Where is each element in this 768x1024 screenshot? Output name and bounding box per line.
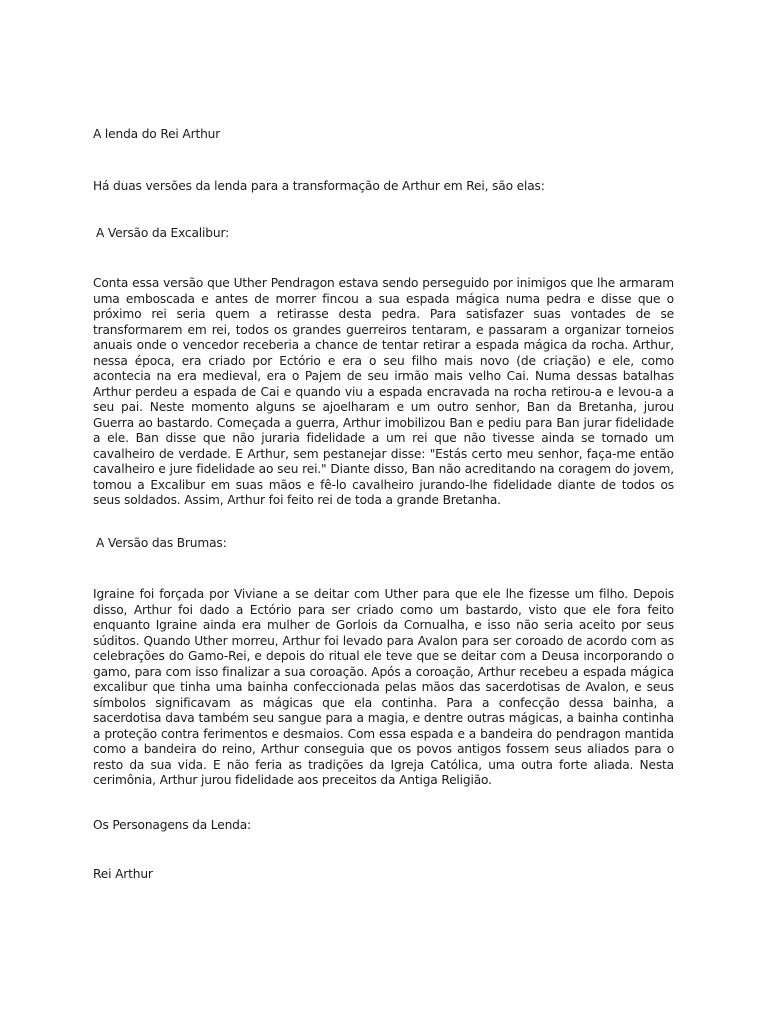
document-title: A lenda do Rei Arthur xyxy=(93,127,221,141)
intro-text: Há duas versões da lenda para a transformação de Arthur em Rei, são elas: xyxy=(93,179,545,193)
brumas-paragraph: Igraine foi forçada por Viviane a se deitar com Uther para que ele lhe fizesse um filho. Depois disso, Arthur foi dado a Ectório para ser criado como um bastardo, visto que ele fora feito enquanto Igraine ainda era mulher de Gorlois da Cornualha, e isso não seria aceito por seus súditos. Quando Uther morreu, Arthur foi levado para Avalon para ser coroado de acordo com as celebrações do Gamo-Rei, e depois do ritual ele teve que se deitar com a Deusa incorporando o gamo, para com isso finalizar a sua coroação. Após a coroação, Arthur recebeu a espada mágica excalibur que tinha uma bainha confeccionada pelas mãos das sacerdotisas de Avalon, e seus símbolos significavam as mágicas que ela continha. Para a confecção dessa bainha, a sacerdotisa dava também seu sangue para a magia, e dentre outras mágicas, a bainha continha a proteção contra ferimentos e desmaios. Com essa espada e a bandeira do pendragon mantida como a bandeira do reino, Arthur conseguia que os povos antigos fossem seus aliados para o resto da sua vida. E não feria as tradições da Igreja Católica, uma outra forte aliada. Nesta cerimônia, Arthur jurou fidelidade aos preceitos da Antiga Religião. xyxy=(93,587,674,787)
character-name: Rei Arthur xyxy=(93,867,153,881)
brumas-heading: A Versão das Brumas: xyxy=(96,536,227,550)
excalibur-heading: A Versão da Excalibur: xyxy=(96,226,230,240)
characters-heading: Os Personagens da Lenda: xyxy=(93,818,252,832)
excalibur-paragraph: Conta essa versão que Uther Pendragon estava sendo perseguido por inimigos que lhe armaram uma emboscada e antes de morrer fincou a sua espada mágica numa pedra e disse que o próximo rei seria quem a retirasse desta pedra. Para satisfazer suas vontades de se transformarem em rei, todos os grandes guerreiros tentaram, e passaram a organizar torneios anuais onde o vencedor receberia a chance de tentar retirar a espada mágica da rocha. Arthur, nessa época, era criado por Ectório e era o seu filho mais novo (de criação) e ele, como acontecia na era medieval, era o Pajem de seu irmão mais velho Cai. Numa dessas batalhas Arthur perdeu a espada de Cai e quando viu a espada encravada na rocha retirou-a e levou-a a seu pai. Neste momento alguns se ajoelharam e um outro senhor, Ban da Bretanha, jurou Guerra ao bastardo. Começada a guerra, Arthur imobilizou Ban e pediu para Ban jurar fidelidade a ele. Ban disse que não juraria fidelidade a um rei que não tivesse ainda se tornado um cavalheiro de verdade. E Arthur, sem pestanejar disse: "Estás certo meu senhor, faça-me então cavalheiro e jure fidelidade ao seu rei." Diante disso, Ban não acreditando na coragem do jovem, tomou a Excalibur em suas mãos e fê-lo cavalheiro jurando-lhe fidelidade diante de todos os seus soldados. Assim, Arthur foi feito rei de toda a grande Bretanha. xyxy=(93,276,674,507)
